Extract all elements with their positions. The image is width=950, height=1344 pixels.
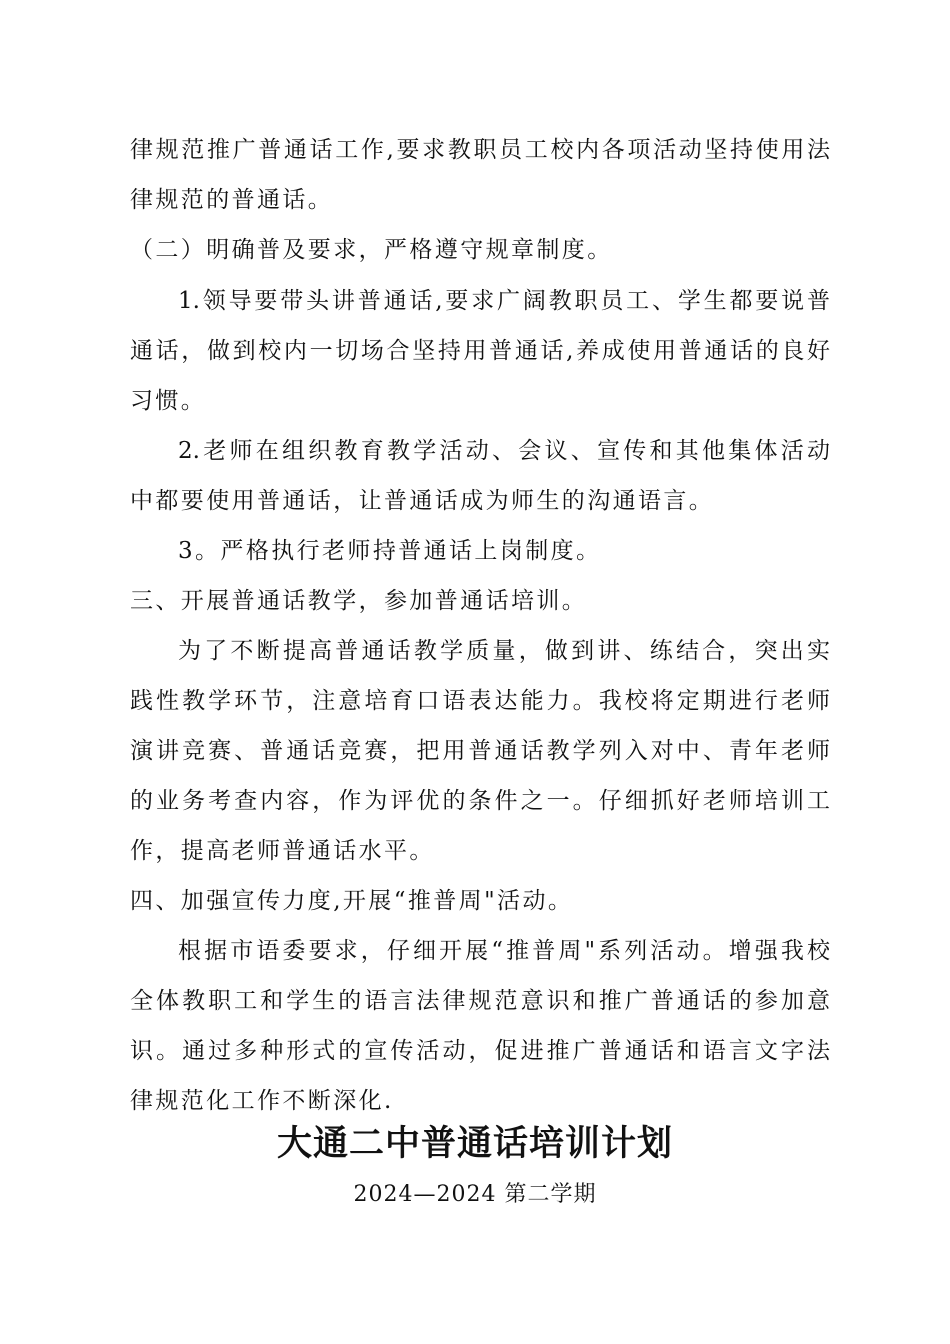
section-heading: （二）明确普及要求，严格遵守规章制度。: [130, 237, 613, 263]
document-title: 大通二中普通话培训计划: [276, 1123, 673, 1164]
list-item: 1.领导要带头讲普通话,要求广阔教职员工、学生都要说普: [178, 288, 830, 314]
body-line: 识。通过多种形式的宣传活动，促进推广普通话和语言文字法: [130, 1038, 830, 1064]
document-subtitle: 2024—2024 第二学期: [353, 1182, 597, 1207]
body-line: 践性教学环节，注意培育口语表达能力。我校将定期进行老师: [130, 688, 830, 714]
body-line: 作，提高老师普通话水平。: [130, 838, 435, 864]
list-item: 3。严格执行老师持普通话上岗制度。: [178, 538, 602, 564]
body-line: 律规范化工作不断深化.: [130, 1088, 394, 1114]
body-line: 根据市语委要求，仔细开展“推普周"系列活动。增强我校: [178, 938, 830, 964]
body-line: 的业务考查内容，作为评优的条件之一。仔细抓好老师培训工: [130, 788, 830, 814]
section-heading: 三、开展普通话教学，参加普通话培训。: [130, 588, 588, 614]
body-line: 习惯。: [130, 388, 207, 414]
body-line: 律规范推广普通话工作,要求教职员工校内各项活动坚持使用法: [130, 137, 830, 163]
body-line: 律规范的普通话。: [130, 187, 334, 213]
body-line: 中都要使用普通话，让普通话成为师生的沟通语言。: [130, 488, 715, 514]
body-line: 演讲竞赛、普通话竞赛，把用普通话教学列入对中、青年老师: [130, 738, 830, 764]
body-line: 全体教职工和学生的语言法律规范意识和推广普通话的参加意: [130, 988, 830, 1014]
body-line: 通话，做到校内一切场合坚持用普通话,养成使用普通话的良好: [130, 338, 830, 364]
body-line: 为了不断提高普通话教学质量，做到讲、练结合，突出实: [178, 638, 830, 664]
list-item: 2.老师在组织教育教学活动、会议、宣传和其他集体活动: [178, 438, 830, 464]
section-heading: 四、加强宣传力度,开展“推普周"活动。: [130, 888, 574, 914]
